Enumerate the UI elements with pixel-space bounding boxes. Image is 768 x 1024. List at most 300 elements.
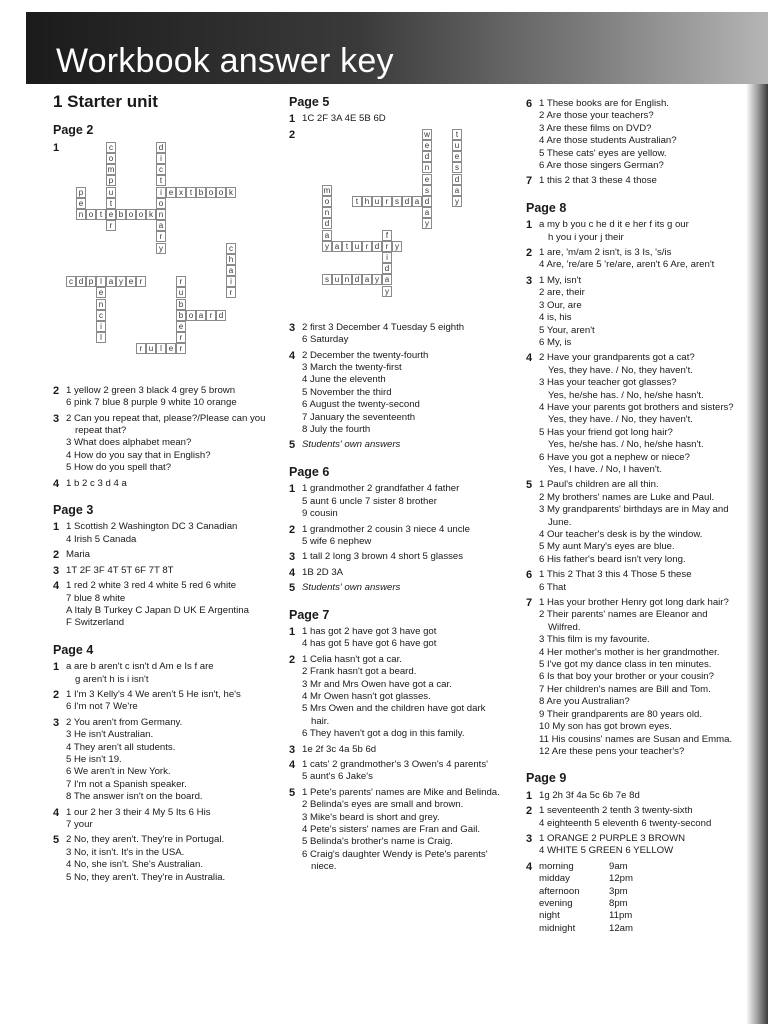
crossword-cell: u	[146, 343, 156, 354]
clock-time: 8pm	[609, 897, 628, 909]
crossword-cell: b	[116, 209, 126, 220]
exercise-answers	[66, 549, 283, 561]
exercise	[289, 626, 519, 651]
answer-line: 5 These cats' eyes are yellow.	[539, 147, 667, 159]
crossword-cell: s	[452, 162, 462, 173]
crossword-cell: b	[176, 310, 186, 321]
crossword-cell: s	[422, 185, 432, 196]
time-row	[539, 910, 746, 922]
crossword-cell: y	[392, 241, 402, 252]
answer-line: 4 June the eleventh	[302, 374, 386, 386]
exercise-answers	[539, 98, 746, 172]
exercise-number: 6	[526, 569, 533, 582]
crossword-cell: y	[116, 276, 126, 287]
crossword-cell: d	[156, 142, 166, 153]
crossword-cell: i	[226, 276, 236, 287]
time-of-day: afternoon	[539, 885, 580, 897]
exercise	[289, 350, 519, 437]
answer-line: 1 Has your brother Henry got long dark hair?	[539, 597, 729, 609]
crossword-cell: i	[96, 321, 106, 332]
answer-line: 7 blue 8 white	[66, 592, 126, 604]
answer-line: 1 yellow 2 green 3 black 4 grey 5 brown	[66, 384, 236, 396]
clock-time: 12pm	[609, 873, 633, 885]
crossword-cell: a	[412, 196, 422, 207]
exercise	[53, 549, 283, 561]
crossword-cell: a	[452, 185, 462, 196]
exercise-answers	[539, 597, 746, 758]
column-1	[53, 92, 283, 887]
exercise-number: 4	[289, 349, 296, 362]
exercise	[53, 413, 283, 475]
exercise	[526, 833, 746, 858]
crossword-cell: l	[96, 276, 106, 287]
crossword-cell: r	[136, 276, 146, 287]
answer-line: 1 ORANGE 2 PURPLE 3 BROWN	[539, 832, 686, 844]
crossword-cell: m	[323, 185, 331, 195]
exercise-answers	[66, 565, 283, 577]
exercise	[289, 582, 519, 594]
crossword-cell: e	[176, 321, 186, 332]
answer-line: 6 Are those singers German?	[539, 160, 664, 172]
exercise-answers	[302, 787, 519, 874]
exercise-number: 2	[53, 384, 60, 397]
exercise-answers	[66, 661, 283, 686]
exercise	[53, 807, 283, 832]
exercise-answers	[302, 322, 519, 347]
exercise-number: 5	[289, 582, 296, 595]
answer-line: 2 Their parents' names are Eleanor and	[539, 609, 708, 621]
time-row	[539, 898, 746, 910]
answer-line: 4 eighteenth 5 eleventh 6 twenty-second	[539, 817, 712, 829]
answer-line: 1 has got 2 have got 3 have got	[302, 625, 437, 637]
answer-line: hair.	[311, 715, 330, 727]
exercise	[53, 521, 283, 546]
crossword-cell: r	[176, 276, 186, 287]
answer-line: 6 Craig's daughter Wendy is Pete's parents'	[302, 848, 488, 860]
crossword-cell: d	[402, 196, 412, 207]
answer-line: 6 They haven't got a dog in this family.	[302, 728, 465, 740]
crossword-cell: y	[452, 196, 462, 207]
answer-line: 6 That	[539, 581, 567, 593]
exercise-number: 1	[289, 483, 296, 496]
answer-line: 6 Saturday	[302, 334, 349, 346]
answer-line: 1 Pete's parents' names are Mike and Belinda.	[302, 786, 500, 798]
crossword-cell: r	[176, 332, 186, 343]
exercise-number: 1	[53, 141, 60, 154]
crossword-cell: e	[166, 187, 176, 198]
answer-line: 3 He isn't Australian.	[66, 729, 154, 741]
clock-time: 9am	[609, 860, 628, 872]
exercise-number: 5	[289, 786, 296, 799]
exercise	[289, 551, 519, 563]
exercise-number: 5	[526, 479, 533, 492]
exercise	[526, 275, 746, 349]
exercise-answers	[66, 717, 283, 804]
crossword-cell: p	[86, 276, 96, 287]
answer-line: 1 our 2 her 3 their 4 My 5 Its 6 His	[66, 806, 211, 818]
answer-line: 5 No, they aren't. They're in Australia.	[66, 871, 226, 883]
crossword-cell: t	[342, 241, 352, 252]
answer-line: 4 Pete's sisters' names are Fran and Gail.	[302, 824, 481, 836]
answer-line: 6 Is that boy your brother or your cousin?	[539, 671, 714, 683]
answer-line: 1 are, 'm/am 2 isn't, is 3 Is, 's/is	[539, 247, 672, 259]
crossword-grid	[302, 129, 519, 319]
exercise	[289, 567, 519, 579]
clock-time: 12am	[609, 922, 633, 934]
exercise	[526, 569, 746, 594]
answer-line: Students' own answers	[302, 439, 401, 451]
page-heading: Page 7	[289, 607, 330, 622]
page-heading: Page 8	[526, 200, 567, 215]
crossword-cell: a	[196, 310, 206, 321]
time-of-day: midday	[539, 873, 570, 885]
exercise-answers	[302, 113, 519, 125]
answer-line: 3 My grandparents' birthdays are in May and	[539, 504, 729, 516]
exercise	[526, 597, 746, 758]
crossword-cell: t	[452, 129, 462, 140]
exercise	[526, 352, 746, 476]
answer-line: 1 I'm 3 Kelly's 4 We aren't 5 He isn't, he's	[66, 688, 241, 700]
crossword-cell: k	[226, 187, 236, 198]
exercise	[526, 98, 746, 172]
crossword-cell: l	[96, 332, 106, 343]
crossword-cell: u	[452, 140, 462, 151]
exercise-number: 2	[526, 805, 533, 818]
crossword-cell: t	[106, 198, 116, 209]
exercise-number: 7	[526, 175, 533, 188]
exercise-answers	[302, 582, 519, 594]
answer-line: g aren't h is i isn't	[75, 673, 149, 685]
crossword-cell: o	[106, 153, 116, 164]
exercise	[289, 654, 519, 741]
answer-line: 2 are, their	[539, 287, 585, 299]
answer-line: 1B 2D 3A	[302, 566, 344, 578]
exercise	[289, 787, 519, 874]
exercise-answers	[66, 521, 283, 546]
crossword-cell: p	[76, 187, 86, 198]
exercise-answers	[539, 833, 746, 858]
crossword-cell: c	[156, 164, 166, 175]
exercise-number: 4	[526, 352, 533, 365]
crossword-cell: a	[332, 241, 342, 252]
exercise-answers	[539, 247, 746, 272]
answer-line: 1 b 2 c 3 d 4 a	[66, 477, 127, 489]
crossword-cell: a	[422, 207, 432, 218]
crossword-grid	[66, 142, 283, 382]
answer-line: Yes, I have. / No, I haven't.	[548, 463, 663, 475]
crossword-cell: c	[226, 243, 236, 254]
answer-line: 3 Has your teacher got glasses?	[539, 377, 677, 389]
exercise-number: 2	[289, 653, 296, 666]
exercise-number: 3	[526, 274, 533, 287]
exercise-number: 3	[289, 551, 296, 564]
scan-shadow	[746, 84, 768, 1024]
exercise	[526, 805, 746, 830]
exercise	[526, 479, 746, 566]
answer-line: 5 Your, aren't	[539, 324, 595, 336]
answer-line: 3 Our, are	[539, 299, 582, 311]
answer-line: 1 This 2 That 3 this 4 Those 5 these	[539, 569, 692, 581]
crossword-cell: o	[322, 196, 332, 207]
exercise-answers	[302, 759, 519, 784]
crossword-2	[302, 129, 519, 319]
crossword-cell: c	[66, 276, 76, 287]
exercise-number: 4	[53, 806, 60, 819]
crossword-cell: r	[156, 231, 166, 242]
answer-line: Yes, they have. / No, they haven't.	[548, 414, 693, 426]
exercise-number: 3	[53, 412, 60, 425]
crossword-cell: y	[372, 274, 382, 285]
answer-line: 2 My brothers' names are Luke and Paul.	[539, 491, 715, 503]
crossword-cell: n	[156, 209, 166, 220]
answer-line: 2 Are those your teachers?	[539, 110, 654, 122]
crossword-cell: d	[322, 218, 332, 229]
exercise	[53, 717, 283, 804]
answer-line: 4 They aren't all students.	[66, 741, 176, 753]
answer-line: 5 wife 6 nephew	[302, 535, 372, 547]
exercise	[53, 478, 283, 490]
answer-line: 6 We aren't in New York.	[66, 766, 171, 778]
page-heading: Page 4	[53, 642, 94, 657]
answer-line: h you i your j their	[548, 231, 624, 243]
answer-line: 4 is, his	[539, 312, 572, 324]
page-heading: Page 2	[53, 123, 94, 138]
crossword-cell: c	[96, 310, 106, 321]
crossword-cell: k	[146, 209, 156, 220]
page-title: Workbook answer key	[56, 42, 394, 80]
exercise-number: 3	[53, 564, 60, 577]
answer-line: 2 No, they aren't. They're in Portugal.	[66, 834, 225, 846]
header-banner	[26, 12, 768, 84]
exercise-answers	[66, 834, 283, 884]
answer-line: 4 Mr Owen hasn't got glasses.	[302, 690, 431, 702]
exercise	[289, 113, 519, 125]
answer-line: 3 Mr and Mrs Owen have got a car.	[302, 678, 452, 690]
answer-line: 4 WHITE 5 GREEN 6 YELLOW	[539, 845, 674, 857]
exercise-answers	[539, 352, 746, 476]
answer-line: 8 Are you Australian?	[539, 696, 630, 708]
answer-line: 3 What does alphabet mean?	[66, 437, 192, 449]
answer-line: 4 Her mother's mother is her grandmother.	[539, 646, 720, 658]
answer-line: 5 aunt's 6 Jake's	[302, 771, 373, 783]
exercise	[53, 142, 283, 382]
exercise-number: 1	[289, 625, 296, 638]
answer-line: 2 Can you repeat that, please?/Please can you	[66, 412, 266, 424]
answer-line: 6 August the twenty-second	[302, 399, 420, 411]
time-row	[539, 923, 746, 935]
exercise	[53, 661, 283, 686]
crossword-cell: d	[422, 151, 432, 162]
answer-line: 5 Belinda's brother's name is Craig.	[302, 836, 453, 848]
exercise-number: 2	[289, 523, 296, 536]
exercise-answers	[302, 551, 519, 563]
crossword-cell: d	[382, 263, 392, 274]
crossword-cell: u	[176, 287, 186, 298]
exercise-answers	[539, 805, 746, 830]
answer-line: 4 No, she isn't. She's Australian.	[66, 859, 203, 871]
answer-line: 1 These books are for English.	[539, 98, 669, 109]
answer-line: 7 Her children's names are Bill and Tom.	[539, 683, 711, 695]
crossword-cell: x	[176, 187, 186, 198]
page-heading: Page 6	[289, 464, 330, 479]
answer-line: Yes, they have. / No, they haven't.	[548, 364, 693, 376]
answer-line: 9 cousin	[302, 508, 338, 520]
crossword-cell: o	[86, 209, 96, 220]
answer-line: 5 aunt 6 uncle 7 sister 8 brother	[302, 495, 437, 507]
answer-line: 1 this 2 that 3 these 4 those	[539, 175, 657, 187]
answer-line: 2 You aren't from Germany.	[66, 716, 183, 728]
crossword-cell: e	[166, 343, 176, 354]
crossword-cell: y	[422, 218, 432, 229]
exercise-number: 1	[289, 113, 296, 126]
answer-line: Students' own answers	[302, 582, 401, 594]
crossword-cell: o	[136, 209, 146, 220]
exercise-answers	[66, 478, 283, 490]
crossword-cell: c	[106, 142, 116, 153]
answer-line: 2 Frank hasn't got a beard.	[302, 666, 417, 678]
answer-line: 1 Paul's children are all thin.	[539, 479, 659, 491]
time-of-day: midnight	[539, 922, 576, 934]
crossword-cell: e	[422, 140, 432, 151]
answer-line: 1 grandmother 2 grandfather 4 father	[302, 483, 460, 495]
answer-line: 4 Irish 5 Canada	[66, 533, 137, 545]
time-of-day: night	[539, 910, 560, 922]
answer-line: 1 Scottish 2 Washington DC 3 Canadian	[66, 521, 238, 533]
exercise-answers	[539, 175, 746, 187]
exercise-number: 4	[289, 566, 296, 579]
crossword-cell: e	[452, 151, 462, 162]
crossword-cell: o	[206, 187, 216, 198]
answer-line: 3 This film is my favourite.	[539, 634, 650, 646]
exercise	[526, 175, 746, 187]
crossword-cell: d	[452, 174, 462, 185]
answer-line: 2 Have your grandparents got a cat?	[539, 352, 695, 364]
crossword-cell: h	[226, 254, 236, 265]
crossword-cell: t	[96, 209, 106, 220]
answer-line: 1 grandmother 2 cousin 3 niece 4 uncle	[302, 523, 470, 535]
crossword-cell: w	[422, 129, 432, 140]
exercise	[526, 247, 746, 272]
exercise-number: 3	[53, 716, 60, 729]
exercise	[53, 580, 283, 630]
crossword-cell: u	[332, 274, 342, 285]
answer-line: 10 My son has got brown eyes.	[539, 721, 672, 733]
exercise	[289, 439, 519, 451]
exercise-number: 3	[526, 832, 533, 845]
answer-line: 7 your	[66, 819, 93, 830]
time-of-day: evening	[539, 897, 573, 909]
crossword-cell: i	[156, 153, 166, 164]
crossword-cell: e	[106, 209, 116, 220]
crossword-cell: a	[226, 265, 236, 276]
crossword-cell: o	[216, 187, 226, 198]
exercise	[53, 689, 283, 714]
exercise-answers	[66, 580, 283, 630]
answer-line: 11 His cousins' names are Susan and Emma.	[539, 733, 733, 745]
exercise	[289, 129, 519, 319]
answer-line: 7 I'm not a Spanish speaker.	[66, 778, 187, 790]
page-heading: Page 9	[526, 771, 567, 786]
crossword-1	[66, 142, 283, 382]
crossword-cell: h	[362, 196, 372, 207]
answer-line: 5 November the third	[302, 386, 392, 398]
exercise-answers	[302, 654, 519, 741]
answer-line: 1 seventeenth 2 tenth 3 twenty-sixth	[539, 805, 693, 817]
crossword-cell: o	[156, 198, 166, 209]
crossword-cell: i	[382, 252, 392, 263]
answer-line: 4 has got 5 have got 6 have got	[302, 638, 437, 650]
exercise-answers	[539, 790, 746, 802]
exercise-number: 4	[53, 580, 60, 593]
exercise-answers	[302, 439, 519, 451]
exercise-answers	[302, 350, 519, 437]
crossword-cell: r	[382, 196, 392, 207]
crossword-cell: n	[342, 274, 352, 285]
answer-line: 6 I'm not 7 We're	[66, 701, 138, 713]
crossword-cell: p	[106, 175, 116, 186]
answer-line: 6 Have you got a nephew or niece?	[539, 451, 690, 463]
answer-line: 1 cats' 2 grandmother's 3 Owen's 4 parents'	[302, 759, 488, 770]
exercise-answers	[302, 567, 519, 579]
unit-title: 1 Starter unit	[53, 92, 158, 111]
exercise	[289, 483, 519, 520]
answer-line: 3 No, it isn't. It's in the USA.	[66, 846, 185, 858]
exercise-answers	[66, 807, 283, 832]
crossword-cell: e	[126, 276, 136, 287]
crossword-cell: i	[156, 187, 166, 198]
crossword-cell: r	[206, 310, 216, 321]
time-row	[539, 873, 746, 885]
crossword-cell: o	[126, 209, 136, 220]
answer-line: 3 March the twenty-first	[302, 362, 402, 374]
answer-line: 5 My aunt Mary's eyes are blue.	[539, 541, 675, 553]
answer-line: 8 July the fourth	[302, 424, 371, 436]
answer-line: 7 January the seventeenth	[302, 411, 416, 423]
crossword-cell: n	[422, 162, 432, 173]
column-2	[289, 96, 519, 877]
crossword-cell: r	[106, 220, 116, 231]
exercise-number: 1	[526, 219, 533, 232]
exercise	[53, 385, 283, 410]
answer-line: A Italy B Turkey C Japan D UK E Argentina	[66, 604, 249, 616]
exercise-number: 5	[53, 834, 60, 847]
crossword-cell: t	[352, 196, 362, 207]
crossword-cell: f	[382, 230, 392, 241]
answer-line: 4 Our teacher's desk is by the window.	[539, 529, 703, 540]
crossword-cell: n	[76, 209, 86, 220]
answer-line: 1 tall 2 long 3 brown 4 short 5 glasses	[302, 551, 464, 563]
answer-line: 5 He isn't 19.	[66, 753, 122, 765]
clock-time: 11pm	[609, 910, 633, 922]
answer-line: 4 Are those students Australian?	[539, 135, 677, 147]
time-of-day: morning	[539, 860, 574, 872]
crossword-cell: m	[107, 165, 115, 175]
exercise-number: 2	[53, 549, 60, 562]
answer-line: repeat that?	[75, 425, 127, 437]
answer-line: 6 His father's beard isn't very long.	[539, 553, 686, 565]
answer-line: 9 Their grandparents are 80 years old.	[539, 708, 703, 720]
answer-line: 1g 2h 3f 4a 5c 6b 7e 8d	[539, 789, 640, 801]
answer-line: 3 Are these films on DVD?	[539, 122, 652, 134]
answer-line: 5 How do you spell that?	[66, 462, 172, 474]
exercise-answers	[302, 744, 519, 756]
answer-line: niece.	[311, 861, 337, 873]
exercise-answers	[539, 479, 746, 566]
exercise-number: 4	[289, 759, 296, 771]
crossword-cell: d	[352, 274, 362, 285]
crossword-cell: d	[422, 196, 432, 207]
crossword-cell: e	[96, 287, 106, 298]
